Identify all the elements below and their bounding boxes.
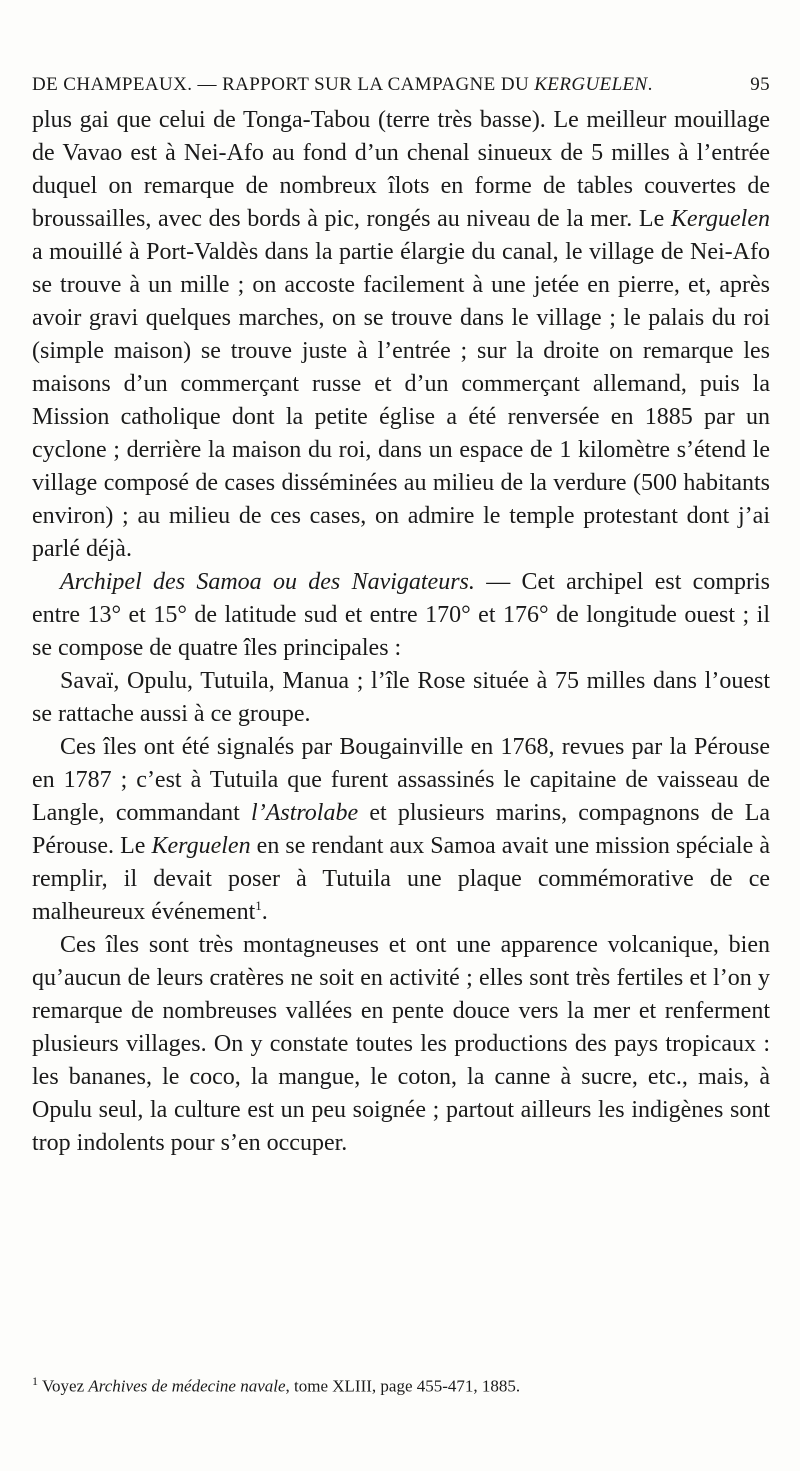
footnote-reference: 1: [255, 898, 262, 913]
paragraph-history-end: .: [261, 899, 268, 925]
running-head-title: [32, 74, 653, 96]
ship-name-astrolabe: l’Astrolabe: [251, 800, 359, 826]
paragraph-islands-list: [32, 665, 770, 731]
paragraph-vavao: [32, 104, 770, 566]
paragraph-vavao-rest: a mouillé à Port-Valdès dans la partie élargie du canal, le village de Nei-Afo se trouve à un mille ; on accoste facilement à une jetée en pierre, et, après avoir gravi quelques marches, on se trouve dans le village ; le palais du roi (simple maison) se trouve juste à l’entrée ; sur la droite on remarque les maisons d’un commerçant russe et d’un commerçant allemand, puis la Mission catholique dont la petite église a été renversée en 1885 par un cyclone ; derrière la maison du roi, dans un espace de 1 kilomètre s’étend le village composé de cases disséminées au milieu de la verdure (500 habitants environ) ; au milieu de ces cases, on admire le temple protestant dont j’ai parlé déjà.: [32, 239, 770, 562]
running-head-ship: KERGUELEN: [534, 74, 648, 95]
footnote: [32, 1370, 770, 1398]
paragraph-samoa-intro: [32, 566, 770, 665]
ship-name-kerguelen: Kerguelen: [151, 833, 251, 859]
paragraph-geography: [32, 929, 770, 1160]
running-head: [32, 74, 770, 100]
paragraph-history-text-a: Ces îles ont été signalés par Bougainville en 1768, revues par la Pérouse en 1787 ; c’est à Tutuila que furent assassinés le capitaine de vaisseau de Langle, commandant: [32, 734, 770, 826]
paragraph-islands-list-text: Savaï, Opulu, Tutuila, Manua ; l’île Rose située à 75 milles dans l’ouest se rattache aussi à ce groupe.: [32, 668, 770, 727]
footnote-mark: 1: [32, 1374, 38, 1388]
paragraph-vavao-text: plus gai que celui de Tonga-Tabou (terre très basse). Le meilleur mouillage de Vavao est à Nei-Afo au fond d’un chenal sinueux de 5 milles à l’entrée duquel on remarque de nombreux îlots en forme de tables couvertes de broussailles, avec des bords à pic, rongés au niveau de la mer. Le: [32, 107, 770, 232]
body-text: [32, 104, 770, 1160]
page-number: 95: [750, 74, 770, 95]
running-head-prefix: DE CHAMPEAUX. — RAPPORT SUR LA CAMPAGNE DU: [32, 74, 535, 95]
paragraph-samoa-intro-text: — Cet archipel est compris entre 13° et 15° de latitude sud et entre 170° et 176° de longitude ouest ; il se compose de quatre îles principales :: [32, 569, 771, 661]
paragraph-history: [32, 731, 770, 929]
footnote-rest: , tome XLIII, page 455-471, 1885.: [285, 1376, 521, 1396]
footnote-title: Archives de médecine navale: [88, 1376, 286, 1396]
footnote-lead: Voyez: [41, 1376, 89, 1396]
paragraph-geography-text: Ces îles sont très montagneuses et ont une apparence volcanique, bien qu’aucun de leurs cratères ne soit en activité ; elles sont très fertiles et l’on y remarque de nombreuses vallées en pente douce vers la mer et renferment plusieurs villages. On y constate toutes les productions des pays tropicaux : les bananes, le coco, la mangue, le coton, la canne à sucre, etc., mais, à Opulu seul, la culture est un peu soignée ; partout ailleurs les indigènes sont trop indolents pour s’en occuper.: [32, 932, 770, 1156]
paragraph-history-text-c: en se rendant aux Samoa avait une mission spéciale à remplir, il devait poser à Tutuila une plaque commémorative de ce malheureux événement: [32, 833, 770, 925]
paragraph-history-text-b: et plusieurs marins, compagnons de La Pérouse. Le: [32, 800, 771, 859]
running-head-suffix: .: [647, 74, 653, 95]
ship-name: Kerguelen: [670, 206, 770, 232]
section-heading-samoa: Archipel des Samoa ou des Navigateurs.: [60, 569, 475, 595]
